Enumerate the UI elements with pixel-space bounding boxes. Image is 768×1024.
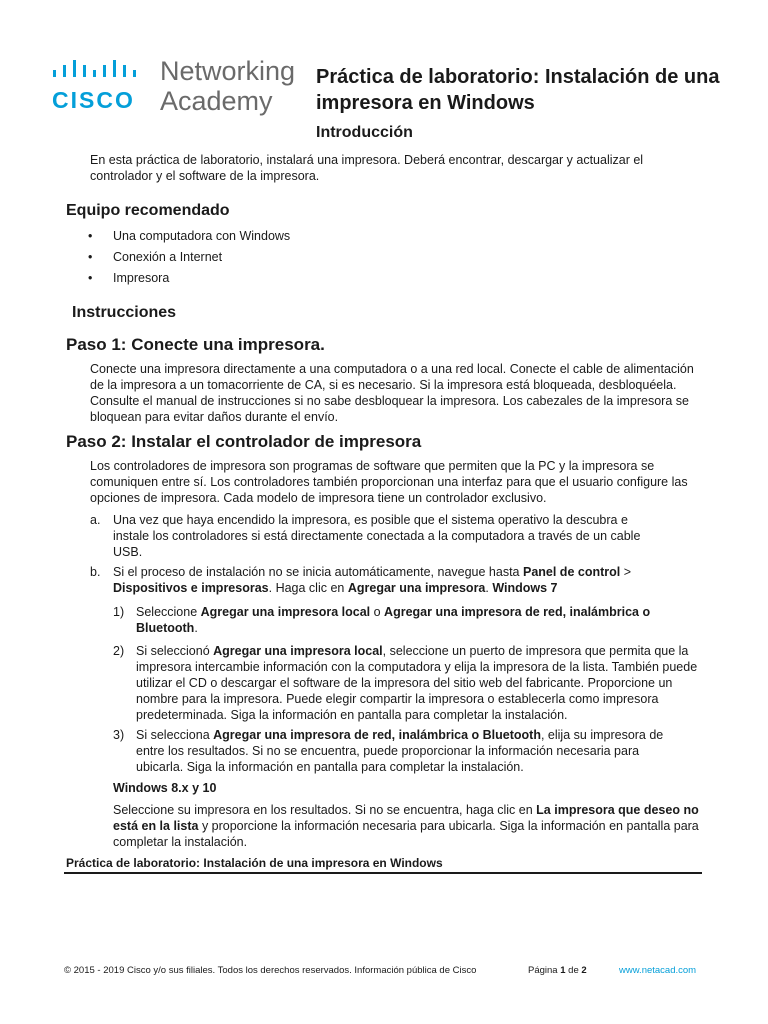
cisco-networking-academy-logo xyxy=(52,56,302,120)
windows8-text: Seleccione su impresora en los resultados. Si no se encuentra, haga clic en La impresora que deseo no está en la lista y proporcione la información necesaria para ubicarla. Siga la información en pantalla para completar la instalación. xyxy=(113,803,699,849)
equipment-heading: Equipo recomendado xyxy=(66,202,230,219)
item-b-marker: b. xyxy=(90,565,101,579)
bullet-icon: • xyxy=(88,271,93,285)
cisco-wordmark: CISCO xyxy=(52,87,135,113)
footer-running-title: Práctica de laboratorio: Instalación de una impresora en Windows xyxy=(66,856,443,870)
sub1-marker: 1) xyxy=(113,605,125,619)
document-title: Práctica de laboratorio: Instalación de una impresora en Windows xyxy=(316,66,720,114)
instructions-heading: Instrucciones xyxy=(72,304,177,321)
bullet-icon: • xyxy=(88,229,93,243)
sub3-text: Si selecciona Agregar una impresora de red, inalámbrica o Bluetooth, elija su impresora de entre los resultados. Si no se encuentra, puede proporcionar la información necesaria para ubicarla. Siga la información en pantalla para completar la instalación. xyxy=(136,728,664,774)
windows8-heading: Windows 8.x y 10 xyxy=(113,781,217,795)
sub1-text: Seleccione Agregar una impresora local o Agregar una impresora de red, inalámbrica o Bluetooth. xyxy=(136,605,651,635)
logo-networking-text: Networking xyxy=(160,56,296,86)
step1-paragraph: Conecte una impresora directamente a una computadora o a una red local. Conecte el cable de alimentación de la impresora a un tomacorriente de CA, si es necesario. Si la impresora está bloqueada, desbloquéela. Consulte el manual de instrucciones si no sabe desbloquear la impresora. Los cabezales de la impresora se bloquean para evitar daños durante el envío. xyxy=(90,362,694,424)
item-a-marker: a. xyxy=(90,513,101,527)
footer-divider xyxy=(64,872,702,874)
step2-heading: Paso 2: Instalar el controlador de impresora xyxy=(66,432,422,451)
footer-copyright: © 2015 - 2019 Cisco y/o sus filiales. Todos los derechos reservados. Información pública de Cisco xyxy=(64,965,477,976)
cisco-bars-icon xyxy=(52,58,148,80)
bullet-icon: • xyxy=(88,250,93,264)
sub2-text: Si seleccionó Agregar una impresora local, seleccione un puerto de impresora que permita que la impresora intercambie información con la computadora y elija la impresora de la lista. También puede utilizar el CD o descargar el software de la impresora del sitio web del fabricante. Proporcione un nombre para la impresora. Puede elegir compartir la impresora o establecerla como impresora predeterminada. Siga la información en pantalla para completar la instalación. xyxy=(136,644,698,722)
logo-academy-text: Academy xyxy=(160,86,273,116)
step2-paragraph: Los controladores de impresora son programas de software que permiten que la PC y la impresora se comuniquen entre sí. Los controladores también proporcionan una interfaz para que el usuario configure las opciones de impresora. Cada modelo de impresora tiene un controlador exclusivo. xyxy=(90,459,688,505)
item-b-text: Si el proceso de instalación no se inicia automáticamente, navegue hasta Panel de control > Dispositivos e impresoras. Haga clic en Agregar una impresora. Windows 7 xyxy=(113,565,632,595)
intro-heading: Introducción xyxy=(316,124,413,141)
page-number: Página 1 de 2 xyxy=(528,965,587,976)
sub3-marker: 3) xyxy=(113,728,125,742)
intro-paragraph: En esta práctica de laboratorio, instalará una impresora. Deberá encontrar, descargar y actualizar el controlador y el software de la impresora. xyxy=(90,153,644,183)
sub2-marker: 2) xyxy=(113,644,125,658)
item-a-text: Una vez que haya encendido la impresora, es posible que el sistema operativo la descubra e instale los controladores si está directamente conectada a la computadora a través de un cable USB. xyxy=(113,513,641,559)
netacad-link[interactable]: www.netacad.com xyxy=(619,965,697,976)
step1-heading: Paso 1: Conecte una impresora. xyxy=(66,335,325,354)
